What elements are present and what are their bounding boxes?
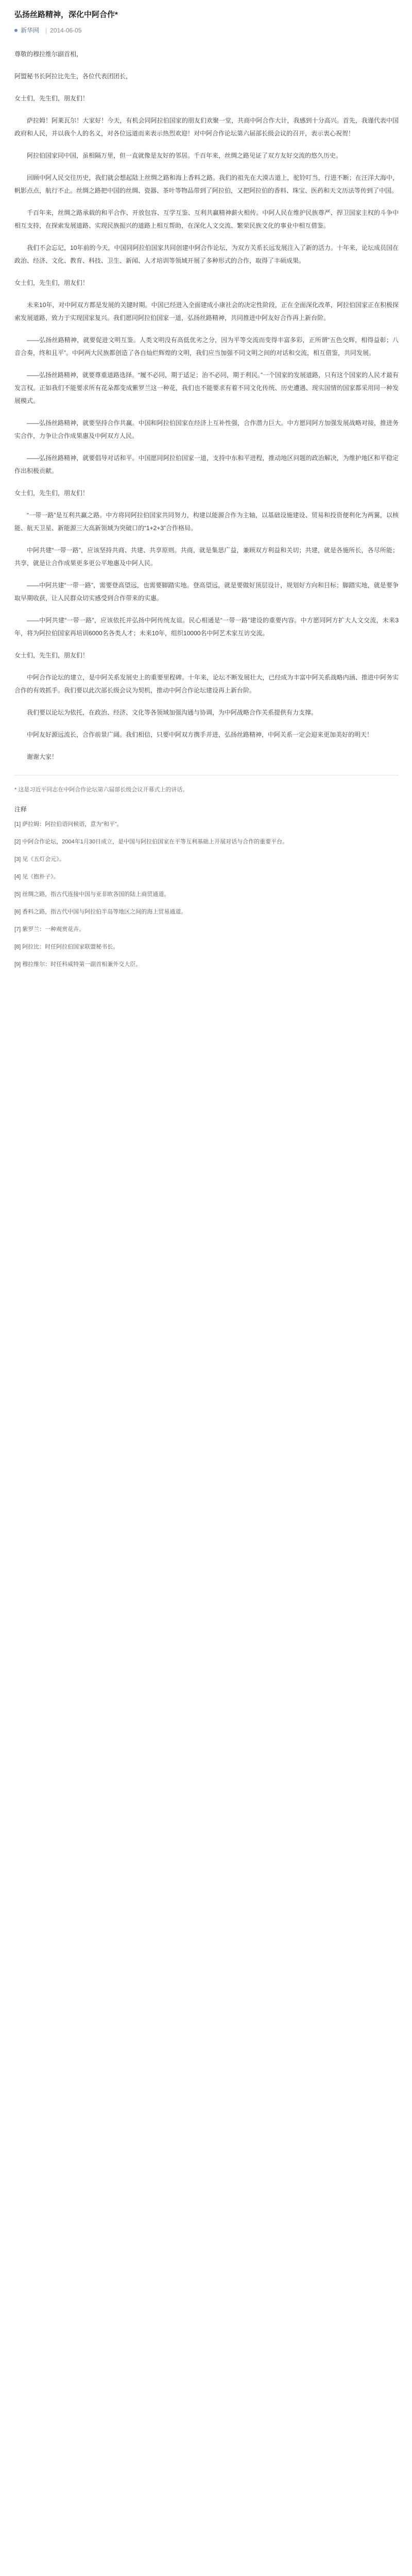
- footnote-item: [5] 丝绸之路，指古代连接中国与亚非欧各国的陆上商贸通道。: [14, 891, 170, 897]
- footnotes-heading: 注释: [14, 806, 27, 813]
- footnote-item: [3] 见《五灯会元》。: [14, 856, 65, 862]
- article-paragraph: 女士们，先生们，朋友们！: [14, 652, 89, 659]
- meta-separator: |: [45, 26, 47, 34]
- article-meta: [14, 26, 399, 35]
- article-paragraph: 女士们，先生们，朋友们！: [14, 489, 89, 497]
- article-paragraph: 中阿友好源远流长，合作前景广阔。我们相信，只要中阿双方携手并进，弘扬丝路精神，中阿关系一定会迎来更加美好的明天！: [27, 731, 373, 738]
- article-paragraph: 尊敬的穆拉维尔副首相，: [14, 50, 83, 58]
- article-paragraph: “一带一路”是互利共赢之路。中方将同阿拉伯国家共同努力，构建以能源合作为主轴，以基础设施建设、贸易和投资便利化为两翼，以核能、航天卫星、新能源三大高新领域为突破口的“1+2+3”合作格局。: [14, 512, 399, 532]
- footnote-item: [6] 香料之路，指古代中国与阿拉伯半岛等地区之间的海上贸易通道。: [14, 909, 187, 915]
- article-paragraph: ——弘扬丝路精神，就要促进文明互鉴。人类文明没有高低优劣之分，因为平等交流而变得丰富多彩，正所谓“五色交辉，相得益彰；八音合奏，终和且平”。中阿两大民族都创造了各自灿烂辉煌的文明，我们应当加强不同文明之间的对话和交流，相互借鉴，共同发展。: [14, 336, 399, 357]
- source-dot-icon: [14, 29, 18, 32]
- article-paragraph: 萨拉姆！阿莱瓦尔！大家好！今天，有机会同阿拉伯国家的朋友们欢聚一堂，共商中阿合作大计，我感到十分高兴。首先，我谨代表中国政府和人民，并以我个人的名义，对各位远道而来表示热烈欢迎！对中阿合作论坛第六届部长级会议的召开，表示衷心祝贺！: [14, 117, 399, 137]
- speech-note: * 这是习近平同志在中阿合作论坛第六届部长级会议开幕式上的讲话。: [14, 787, 188, 793]
- article-paragraph: 未来10年，对中阿双方都是发展的关键时期。中国已经进入全面建成小康社会的决定性阶段，正在全面深化改革，阿拉伯国家正在积极探索发展道路，致力于实现国家复兴。我们愿同阿拉伯国家一道，弘扬丝路精神，共同推进中阿友好合作再上新台阶。: [14, 301, 399, 321]
- article-paragraph: 回顾中阿人民交往历史，我们就会想起陆上丝绸之路和海上香料之路。我们的祖先在大漠古道上，驼铃叮当，行进不断；在汪洋大海中，帆影点点，航行不止。丝绸之路把中国的丝绸、瓷器、茶叶等物品带到了阿拉伯，又把阿拉伯的香料、珠宝、医药和天文历法等传到了中国。: [14, 174, 399, 194]
- article-paragraph: 阿盟秘书长阿拉比先生，各位代表团团长，: [14, 73, 132, 80]
- footnotes-list: [14, 819, 399, 970]
- article-paragraph: ——中阿共建“一带一路”，需要登高望远，也需要脚踏实地。登高望远，就是要做好顶层设计，规划好方向和目标；脚踏实地，就是要争取早期收获，让人民群众切实感受到合作带来的实惠。: [14, 582, 399, 602]
- article-paragraph: ——弘扬丝路精神，就要尊重道路选择。“履不必同，期于适足；治不必同，期于利民。”一个国家的发展道路，只有这个国家的人民才最有发言权。正如我们不能要求所有花朵都变成紫罗兰这一种花，我们也不能要求有着不同文化传统、历史遭遇、现实国情的国家都采用同一种发展模式。: [14, 371, 399, 404]
- article-paragraph: 女士们，先生们，朋友们！: [14, 95, 89, 102]
- article-paragraph: ——弘扬丝路精神，就要坚持合作共赢。中国和阿拉伯国家在经济上互补性强，合作潜力巨大。中方愿同阿方加强发展战略对接，推进务实合作，力争让合作成果惠及中阿双方人民。: [14, 419, 399, 439]
- footnote-item: [1] 萨拉姆：阿拉伯语问候语，意为“和平”。: [14, 821, 123, 827]
- article-author[interactable]: 新华网: [21, 27, 40, 34]
- article-paragraph: 谢谢大家！: [27, 753, 58, 760]
- article-title: 弘扬丝路精神，深化中阿合作*: [14, 10, 118, 19]
- article-paragraph: 我们要以论坛为依托，在政治、经济、文化等各领域加强沟通与协调，为中阿战略合作关系提供有力支撑。: [27, 709, 318, 716]
- article-paragraph: 中阿合作论坛的建立，是中阿关系发展史上的重要里程碑。十年来，论坛不断发展壮大，已经成为丰富中阿关系战略内涵、推进中阿务实合作的有效抓手。我们要以此次部长级会议为契机，推动中阿合作论坛建设再上新台阶。: [14, 674, 399, 694]
- article-paragraph: ——弘扬丝路精神，就要倡导对话和平。中国愿同阿拉伯国家一道，支持中东和平进程，推动地区问题的政治解决，为维护地区和平稳定作出积极贡献。: [14, 454, 399, 474]
- footnote-item: [9] 穆拉维尔：时任科威特第一副首相兼外交大臣。: [14, 961, 142, 968]
- article-paragraph: ——中阿共建“一带一路”，应该依托并弘扬中阿传统友谊。民心相通是“一带一路”建设的重要内容。中方愿同阿方扩大人文交流，未来3年，将为阿拉伯国家再培训6000名各类人才；未来10年，组织10000名中阿艺术家互访交流。: [14, 617, 399, 637]
- article-date: 2014-06-05: [50, 26, 82, 34]
- article-paragraph: 女士们，先生们，朋友们！: [14, 279, 89, 286]
- footnote-item: [8] 阿拉比：时任阿拉伯国家联盟秘书长。: [14, 944, 119, 950]
- article-body: [14, 48, 399, 764]
- article-paragraph: 千百年来，丝绸之路承载的和平合作、开放包容、互学互鉴、互利共赢精神薪火相传。中阿人民在维护民族尊严、捍卫国家主权的斗争中相互支持，在探索发展道路、实现民族振兴的道路上相互帮助，在深化人文交流、繁荣民族文化的事业中相互借鉴。: [14, 209, 399, 229]
- article-paragraph: 阿拉伯国家同中国，虽相隔万里，但一直就像是友好的邻居。千百年来，丝绸之路见证了双方友好交流的悠久历史。: [27, 152, 342, 159]
- footnote-item: [7] 紫罗兰：一种观赏花卉。: [14, 926, 85, 933]
- article-paragraph: 中阿共建“一带一路”，应该坚持共商、共建、共享原则。共商，就是集思广益，兼顾双方利益和关切；共建，就是各施所长，各尽所能；共享，就是让合作成果更多更公平地惠及中阿人民。: [14, 547, 399, 567]
- footnote-item: [2] 中阿合作论坛，2004年1月30日成立，是中国与阿拉伯国家在平等互利基础上开展对话与合作的重要平台。: [14, 839, 288, 845]
- footnote-item: [4] 见《抱朴子》。: [14, 874, 59, 880]
- article-paragraph: 我们不会忘记，10年前的今天，中国同阿拉伯国家共同创建中阿合作论坛，为双方关系长远发展注入了新的活力。十年来，论坛成员国在政治、经济、文化、教育、科技、卫生、新闻、人才培训等领域开展了多种形式的合作，取得了丰硕成果。: [14, 244, 399, 264]
